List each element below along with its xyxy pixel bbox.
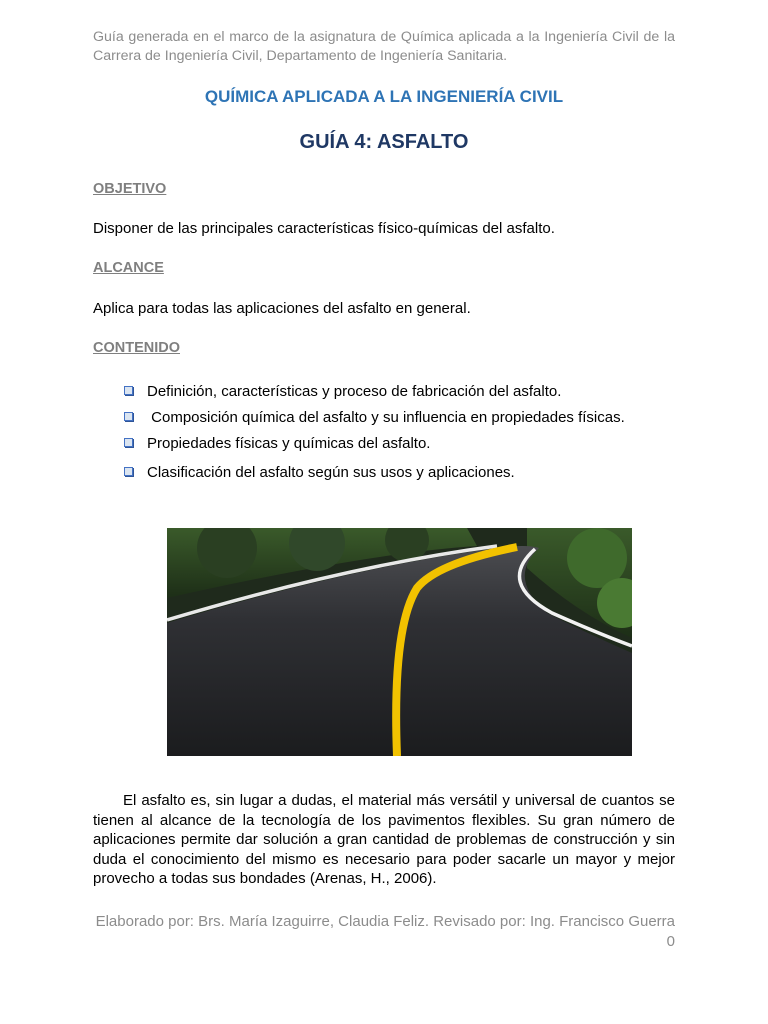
alcance-heading: ALCANCE <box>93 260 164 276</box>
footer-credits: Elaborado por: Brs. María Izaguirre, Claudia Feliz. Revisado por: Ing. Francisco Guerra <box>95 913 675 930</box>
square-bullet-icon <box>124 412 133 421</box>
list-item-text: Composición química del asfalto y su influencia en propiedades físicas. <box>147 409 625 426</box>
page-number: 0 <box>666 932 675 950</box>
guide-title: GUÍA 4: ASFALTO <box>299 131 469 153</box>
list-item <box>124 409 625 426</box>
square-bullet-icon <box>124 438 133 447</box>
objetivo-text: Disponer de las principales características físico-químicas del asfalto. <box>93 220 555 237</box>
document-header: Guía generada en el marco de la asignatura de Química aplicada a la Ingeniería Civil de la Carrera de Ingeniería Civil, Departamento de Ingeniería Sanitaria. <box>93 29 675 64</box>
list-item <box>124 383 561 400</box>
square-bullet-icon <box>124 467 133 476</box>
list-item-text: Clasificación del asfalto según sus usos y aplicaciones. <box>147 464 515 481</box>
list-item <box>124 435 430 452</box>
course-title: QUÍMICA APLICADA A LA INGENIERÍA CIVIL <box>204 87 564 106</box>
square-bullet-icon <box>124 386 133 395</box>
list-item-text: Definición, características y proceso de fabricación del asfalto. <box>147 383 562 400</box>
body-paragraph-text: El asfalto es, sin lugar a dudas, el material más versátil y universal de cuantos se tienen al alcance de la tecnología de los pavimentos flexibles. Su gran número de aplicaciones permite dar solución a gran cantidad de problemas de construcción y sin duda el conocimiento del mismo es necesario para poder sacarle un mayor y mejor provecho a todas sus bondades (Arenas, H., 2006). <box>93 792 675 887</box>
list-item-text: Propiedades físicas y químicas del asfalto. <box>147 435 431 452</box>
document-footer <box>93 912 675 951</box>
road-photo <box>167 528 632 756</box>
objetivo-heading: OBJETIVO <box>93 181 167 197</box>
list-item <box>124 464 515 481</box>
contenido-heading: CONTENIDO <box>93 340 180 356</box>
body-paragraph <box>93 791 675 889</box>
alcance-text: Aplica para todas las aplicaciones del asfalto en general. <box>93 300 471 317</box>
